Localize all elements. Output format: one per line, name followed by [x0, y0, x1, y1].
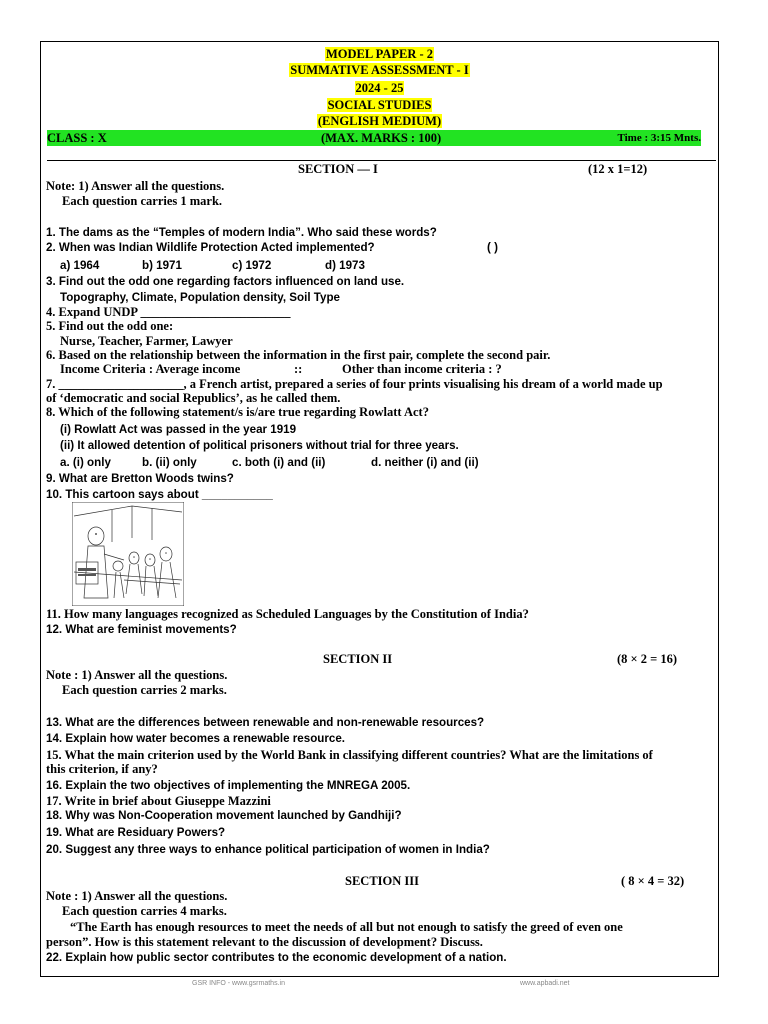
question-16: 16. Explain the two objectives of implementing the MNREGA 2005.: [46, 779, 411, 792]
question-6-pair-1: Income Criteria : Average income: [60, 362, 241, 376]
question-13: 13. What are the differences between renewable and non-renewable resources?: [46, 716, 485, 729]
section-1-title: SECTION — I: [298, 162, 378, 176]
section-2-note-marks: Each question carries 2 marks.: [62, 683, 227, 697]
question-19: 19. What are Residuary Powers?: [46, 826, 226, 839]
question-2-option-b: b) 1971: [142, 259, 182, 272]
question-5: 5. Find out the odd one:: [46, 319, 174, 333]
class-info-bar: [47, 130, 701, 146]
paper-title: MODEL PAPER - 2: [325, 47, 434, 61]
question-2-option-d: d) 1973: [325, 259, 365, 272]
question-6: 6. Based on the relationship between the information in the first pair, complete the second pair.: [46, 348, 551, 362]
question-10: 10. This cartoon says about ___________: [46, 488, 273, 501]
medium-label: (ENGLISH MEDIUM): [317, 114, 442, 128]
question-2-answer-blank: ( ): [487, 241, 498, 254]
question-15: 15. What the main criterion used by the World Bank in classifying different countries? What are the limitations of: [46, 748, 653, 762]
question-6-pair-2: Other than income criteria : ?: [342, 362, 502, 376]
time-label: Time : 3:15 Mnts.: [617, 132, 701, 144]
header-divider: [47, 160, 716, 161]
subject-title: SOCIAL STUDIES: [327, 98, 432, 112]
question-6-separator: ::: [294, 362, 303, 376]
section-3-marks: ( 8 × 4 = 32): [621, 874, 685, 888]
section-2-title: SECTION II: [323, 652, 393, 666]
cartoon-image: [72, 502, 184, 606]
section-2-marks: (8 × 2 = 16): [617, 652, 678, 666]
question-8-statement-ii: (ii) It allowed detention of political prisoners without trial for three years.: [60, 439, 459, 452]
academic-year: 2024 - 25: [355, 81, 404, 95]
footer-left: GSR INFO - www.gsrmaths.in: [192, 980, 285, 987]
class-label: CLASS : X: [47, 131, 107, 145]
section-2-note: Note : 1) Answer all the questions.: [46, 668, 228, 682]
question-1: 1. The dams as the “Temples of modern India”. Who said these words?: [46, 226, 437, 239]
max-marks-label: (MAX. MARKS : 100): [321, 131, 442, 145]
question-18: 18. Why was Non-Cooperation movement launched by Gandhiji?: [46, 809, 402, 822]
section-1-note: Note: 1) Answer all the questions.: [46, 179, 225, 193]
section-3-title: SECTION III: [345, 874, 419, 888]
question-7: 7. ____________________, a French artist, prepared a series of four prints visualising his dream of a world made up: [46, 377, 663, 391]
section-1-note-marks: Each question carries 1 mark.: [62, 194, 223, 208]
question-8-option-a: a. (i) only: [60, 456, 111, 469]
section-3-note-marks: Each question carries 4 marks.: [62, 904, 227, 918]
question-7-continued: of ‘democratic and social Republics’, as he called them.: [46, 391, 341, 405]
question-12: 12. What are feminist movements?: [46, 623, 237, 636]
assessment-title: SUMMATIVE ASSESSMENT - I: [290, 63, 469, 77]
question-22: 22. Explain how public sector contributes to the economic development of a nation.: [46, 951, 507, 964]
question-20: 20. Suggest any three ways to enhance political participation of women in India?: [46, 843, 490, 856]
question-5-options: Nurse, Teacher, Farmer, Lawyer: [60, 334, 233, 348]
question-3: 3. Find out the odd one regarding factors influenced on land use.: [46, 275, 405, 288]
question-11: 11. How many languages recognized as Scheduled Languages by the Constitution of India?: [46, 607, 529, 621]
question-15-continued: this criterion, if any?: [46, 762, 158, 776]
question-8-option-c: c. both (i) and (ii): [232, 456, 326, 469]
question-9: 9. What are Bretton Woods twins?: [46, 472, 234, 485]
question-8: 8. Which of the following statement/s is/are true regarding Rowlatt Act?: [46, 405, 429, 419]
question-21: “The Earth has enough resources to meet the needs of all but not enough to satisfy the greed of even one: [70, 920, 623, 934]
section-3-note: Note : 1) Answer all the questions.: [46, 889, 228, 903]
question-8-statement-i: (i) Rowlatt Act was passed in the year 1919: [60, 423, 297, 436]
question-14: 14. Explain how water becomes a renewable resource.: [46, 732, 345, 745]
footer-right: www.apbadi.net: [520, 980, 570, 987]
question-17: 17. Write in brief about Giuseppe Mazzini: [46, 794, 271, 808]
question-4: 4. Expand UNDP ________________________: [46, 305, 291, 319]
question-21-continued: person”. How is this statement relevant to the discussion of development? Discuss.: [46, 935, 483, 949]
question-8-option-b: b. (ii) only: [142, 456, 197, 469]
question-3-options: Topography, Climate, Population density, Soil Type: [60, 291, 340, 304]
question-2: 2. When was Indian Wildlife Protection Acted implemented?: [46, 241, 375, 254]
question-8-option-d: d. neither (i) and (ii): [371, 456, 479, 469]
section-1-marks: (12 x 1=12): [588, 162, 648, 176]
question-2-option-c: c) 1972: [232, 259, 272, 272]
question-2-option-a: a) 1964: [60, 259, 100, 272]
